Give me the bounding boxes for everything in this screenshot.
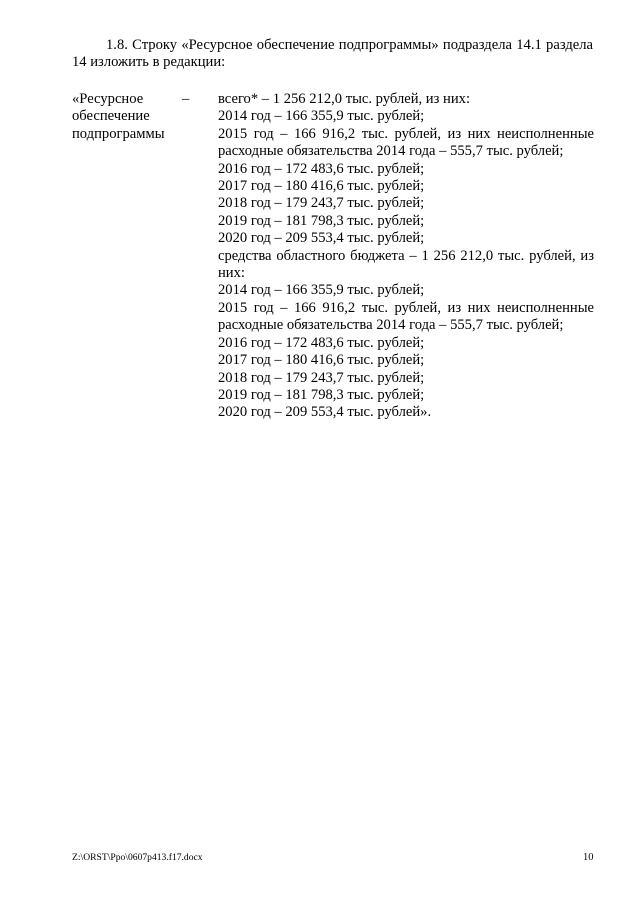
row-label-line: подпрограммы bbox=[72, 125, 165, 142]
year-line: 2015 год – 166 916,2 тыс. рублей, из них неисполненные расходные обязательства 2014 года – 555,7 тыс. рублей; bbox=[218, 299, 594, 334]
year-line: 2016 год – 172 483,6 тыс. рублей; bbox=[218, 160, 425, 177]
year-line: 2015 год – 166 916,2 тыс. рублей, из них неисполненные расходные обязательства 2014 года – 555,7 тыс. рублей; bbox=[218, 125, 594, 160]
year-line: 2018 год – 179 243,7 тыс. рублей; bbox=[218, 195, 425, 212]
year-line: 2020 год – 209 553,4 тыс. рублей; bbox=[218, 230, 425, 247]
year-line: 2014 год – 166 355,9 тыс. рублей; bbox=[218, 282, 425, 299]
year-line: 2020 год – 209 553,4 тыс. рублей». bbox=[218, 404, 432, 421]
year-line: 2018 год – 179 243,7 тыс. рублей; bbox=[218, 369, 425, 386]
intro-paragraph bbox=[72, 37, 593, 72]
year-line: 2014 год – 166 355,9 тыс. рублей; bbox=[218, 108, 425, 125]
year-line: 2019 год – 181 798,3 тыс. рублей; bbox=[218, 386, 425, 403]
footer-file-path: Z:\ORST\Ppo\0607p413.f17.docx bbox=[72, 852, 203, 863]
row-label-line: обеспечение bbox=[72, 108, 150, 125]
row-label-line: «Ресурсное bbox=[72, 91, 144, 107]
row-values bbox=[218, 91, 594, 422]
year-line: 2017 год – 180 416,6 тыс. рублей; bbox=[218, 352, 425, 369]
row-label bbox=[72, 91, 170, 143]
year-line: 2017 год – 180 416,6 тыс. рублей; bbox=[218, 178, 425, 195]
total-line: всего* – 1 256 212,0 тыс. рублей, из них: bbox=[218, 91, 471, 107]
regional-budget-line: средства областного бюджета – 1 256 212,0 тыс. рублей, из них: bbox=[218, 247, 594, 282]
year-line: 2016 год – 172 483,6 тыс. рублей; bbox=[218, 334, 425, 351]
intro-text: 1.8. Строку «Ресурсное обеспечение подпрограммы» подраздела 14.1 раздела 14 изложить в редакции: bbox=[72, 37, 593, 71]
page-number: 10 bbox=[583, 852, 594, 863]
year-line: 2019 год – 181 798,3 тыс. рублей; bbox=[218, 212, 425, 229]
row-dash: – bbox=[182, 91, 190, 107]
